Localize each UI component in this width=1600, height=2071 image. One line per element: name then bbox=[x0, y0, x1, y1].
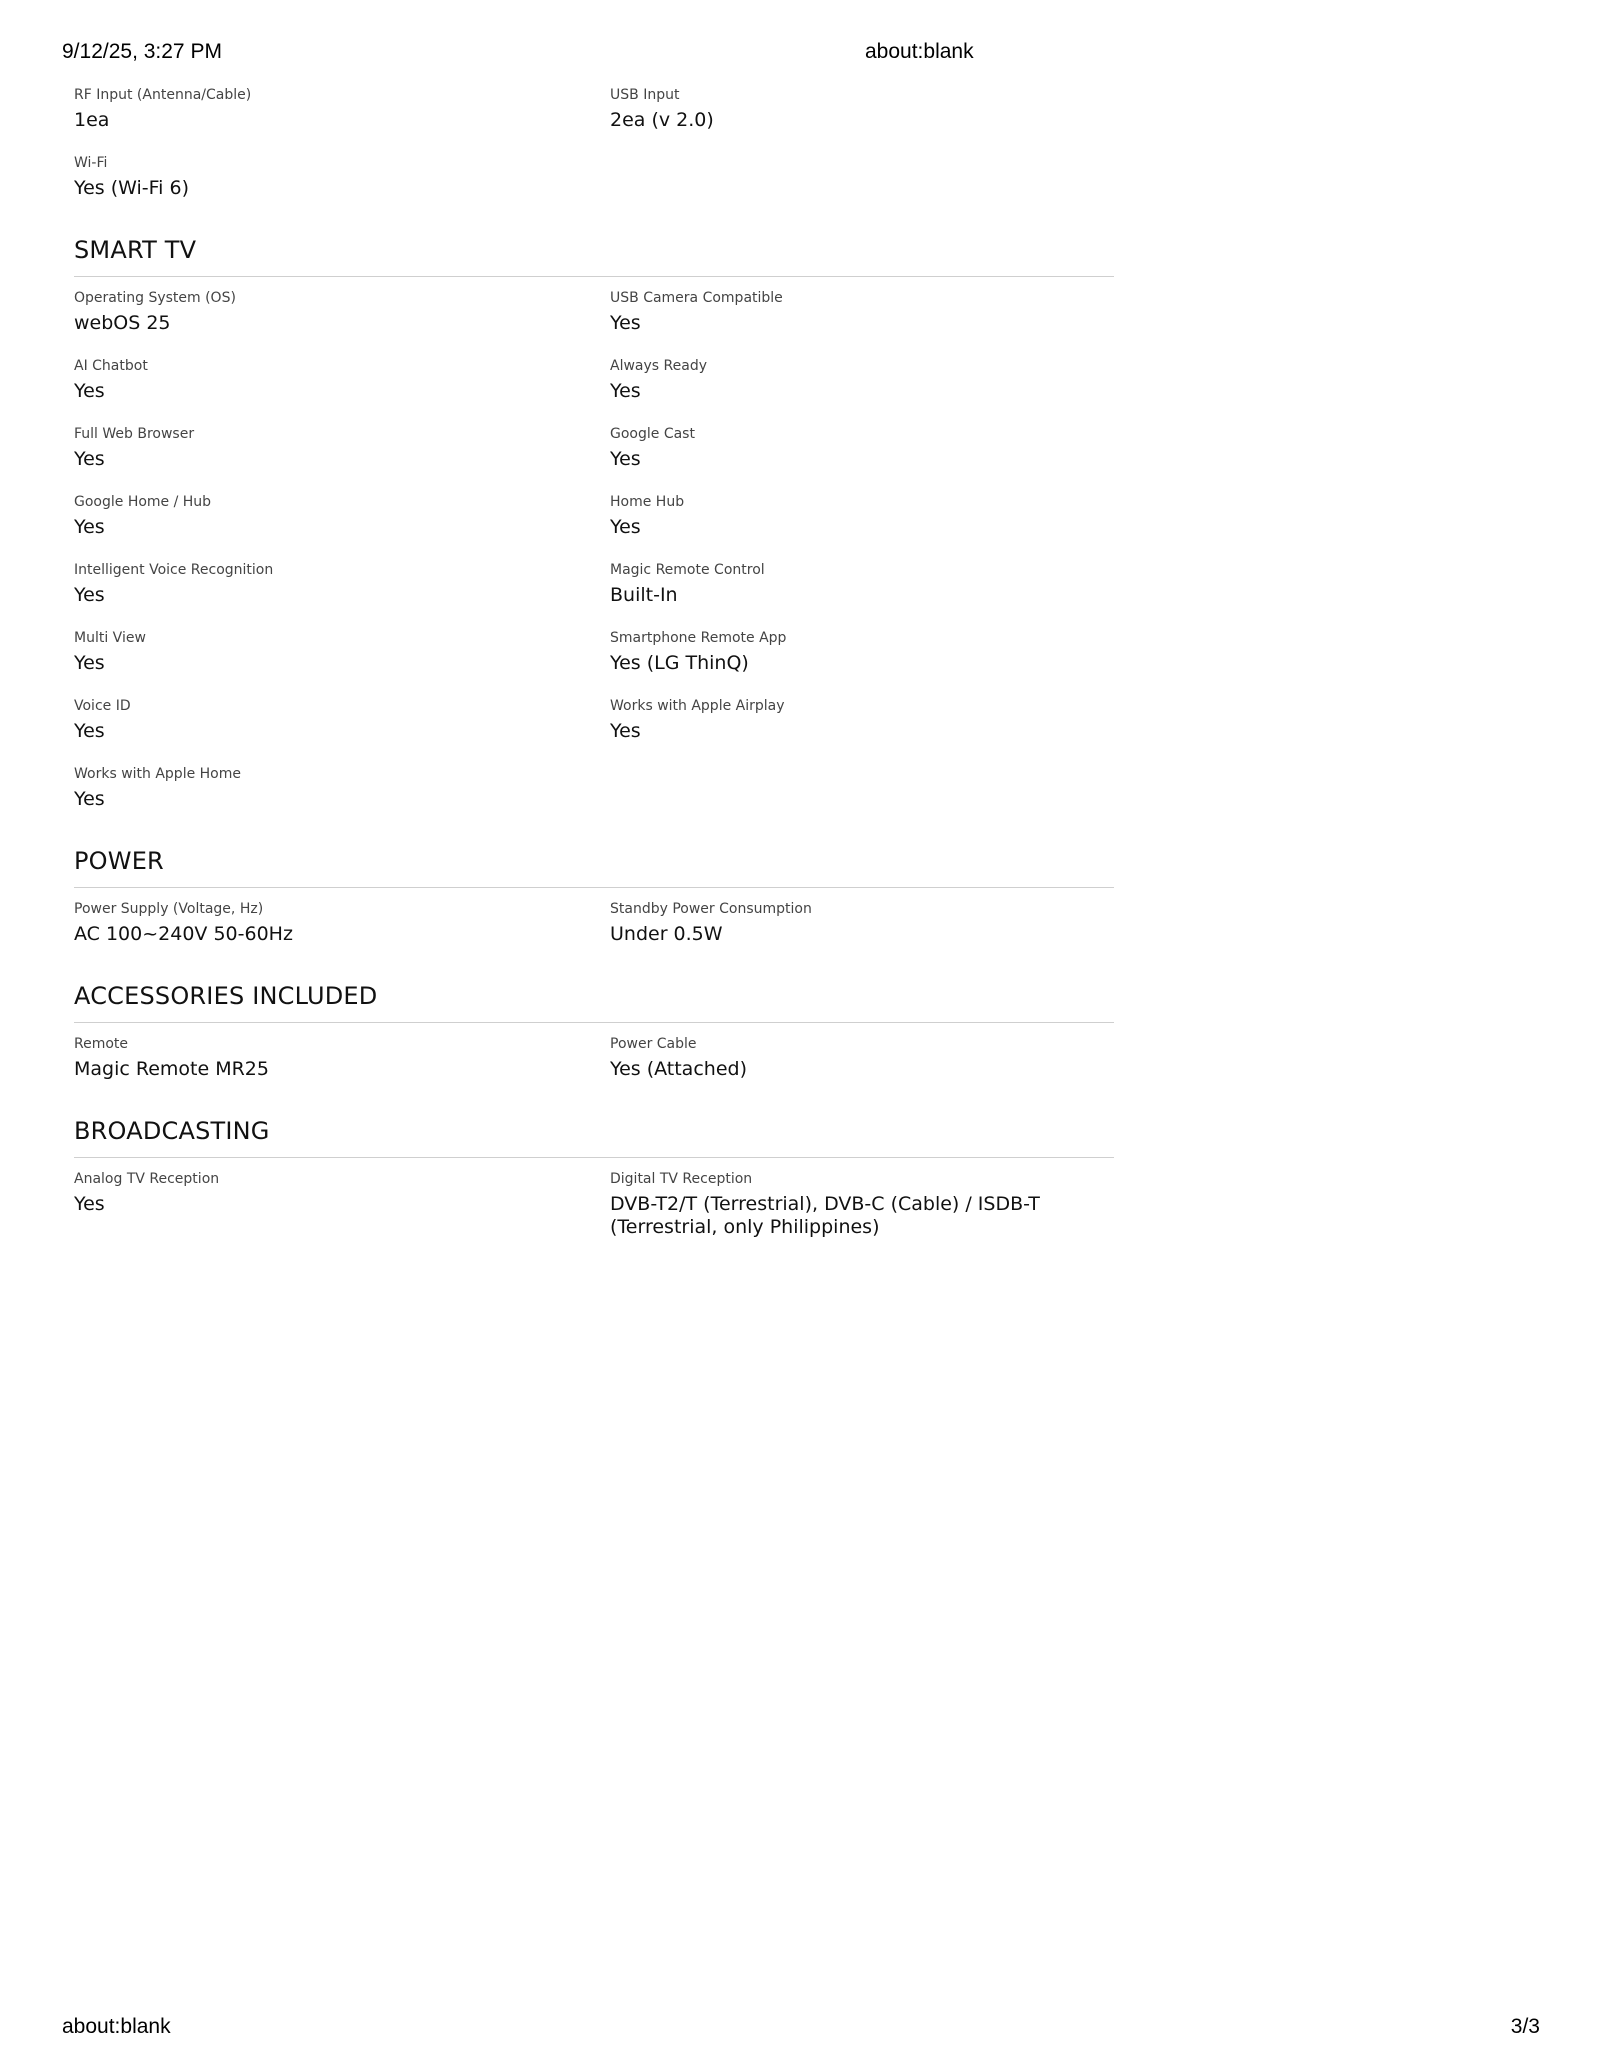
section-smart-tv bbox=[74, 220, 1114, 831]
spec-item bbox=[74, 355, 610, 423]
section-broadcasting bbox=[74, 1101, 1114, 1248]
spec-value: Yes bbox=[74, 448, 105, 470]
section-title: SMART TV bbox=[74, 220, 1114, 277]
spec-item bbox=[74, 559, 610, 627]
spec-value: DVB-T2/T (Terrestrial), DVB-C (Cable) / ISDB-T (Terrestrial, only Philippines) bbox=[610, 1193, 1040, 1238]
spec-item bbox=[610, 287, 1114, 355]
connectivity-spec-grid bbox=[74, 84, 1114, 220]
spec-label: Multi View bbox=[74, 630, 146, 646]
print-datetime: 9/12/25, 3:27 PM bbox=[62, 40, 222, 63]
spec-item bbox=[610, 491, 1114, 559]
spec-label: Full Web Browser bbox=[74, 426, 195, 442]
spec-item bbox=[610, 1033, 1114, 1101]
spec-grid bbox=[74, 898, 1114, 966]
spec-label: Intelligent Voice Recognition bbox=[74, 562, 274, 578]
section-title: POWER bbox=[74, 831, 1114, 888]
spec-label: Remote bbox=[74, 1036, 129, 1052]
spec-item bbox=[74, 84, 610, 152]
print-footer bbox=[62, 2015, 1540, 2045]
spec-value: 2ea (v 2.0) bbox=[610, 109, 714, 131]
spec-item bbox=[610, 898, 1114, 966]
spec-label: Google Home / Hub bbox=[74, 494, 212, 510]
spec-value: 1ea bbox=[74, 109, 110, 131]
spec-item bbox=[74, 763, 610, 831]
spec-value: Yes bbox=[610, 448, 641, 470]
spec-item bbox=[74, 898, 610, 966]
spec-item bbox=[74, 423, 610, 491]
spec-item bbox=[74, 152, 610, 220]
section-accessories-included bbox=[74, 966, 1114, 1101]
spec-label: Power Supply (Voltage, Hz) bbox=[74, 901, 264, 917]
spec-label: Operating System (OS) bbox=[74, 290, 236, 306]
spec-item bbox=[610, 559, 1114, 627]
spec-label: USB Input bbox=[610, 87, 680, 103]
spec-label: Digital TV Reception bbox=[610, 1171, 753, 1187]
spec-value: Under 0.5W bbox=[610, 923, 723, 945]
spec-value: Yes bbox=[610, 516, 641, 538]
spec-value: webOS 25 bbox=[74, 312, 171, 334]
spec-content bbox=[74, 84, 1114, 1248]
spec-item bbox=[74, 491, 610, 559]
spec-label: Works with Apple Airplay bbox=[610, 698, 785, 714]
spec-value: Built-In bbox=[610, 584, 678, 606]
spec-value: Magic Remote MR25 bbox=[74, 1058, 269, 1080]
spec-value: Yes bbox=[74, 584, 105, 606]
spec-label: AI Chatbot bbox=[74, 358, 148, 374]
spec-item bbox=[610, 423, 1114, 491]
print-url: about:blank bbox=[62, 2015, 171, 2038]
section-title: ACCESSORIES INCLUDED bbox=[74, 966, 1114, 1023]
spec-grid bbox=[74, 287, 1114, 831]
page-number: 3/3 bbox=[1510, 2015, 1540, 2038]
spec-grid bbox=[74, 1168, 1114, 1248]
spec-item bbox=[74, 695, 610, 763]
spec-label: Always Ready bbox=[610, 358, 707, 374]
spec-item bbox=[610, 695, 1114, 763]
spec-item bbox=[74, 287, 610, 355]
spec-item bbox=[610, 355, 1114, 423]
section-title: BROADCASTING bbox=[74, 1101, 1114, 1158]
spec-grid bbox=[74, 1033, 1114, 1101]
spec-item bbox=[610, 84, 1114, 152]
spec-value: Yes bbox=[74, 380, 105, 402]
spec-value: Yes bbox=[74, 788, 105, 810]
spec-item bbox=[74, 1168, 610, 1248]
spec-label: Standby Power Consumption bbox=[610, 901, 812, 917]
spec-value: Yes (LG ThinQ) bbox=[610, 652, 749, 674]
spec-value: Yes (Attached) bbox=[610, 1058, 747, 1080]
spec-label: Smartphone Remote App bbox=[610, 630, 787, 646]
spec-label: Home Hub bbox=[610, 494, 685, 510]
spec-value: Yes bbox=[610, 312, 641, 334]
spec-item bbox=[74, 1033, 610, 1101]
spec-value: Yes bbox=[74, 516, 105, 538]
print-header bbox=[62, 40, 1538, 70]
spec-value: Yes (Wi-Fi 6) bbox=[74, 177, 189, 199]
spec-value: Yes bbox=[74, 1193, 105, 1215]
section-power bbox=[74, 831, 1114, 966]
spec-value: Yes bbox=[74, 720, 105, 742]
spec-value: AC 100~240V 50-60Hz bbox=[74, 923, 293, 945]
spec-value: Yes bbox=[610, 720, 641, 742]
print-page-title: about:blank bbox=[865, 40, 974, 63]
spec-item bbox=[610, 1168, 1114, 1248]
spec-label: Power Cable bbox=[610, 1036, 697, 1052]
spec-label: Works with Apple Home bbox=[74, 766, 241, 782]
spec-label: Voice ID bbox=[74, 698, 131, 714]
spec-item bbox=[74, 627, 610, 695]
spec-item bbox=[610, 627, 1114, 695]
spec-label: Analog TV Reception bbox=[74, 1171, 220, 1187]
spec-label: RF Input (Antenna/Cable) bbox=[74, 87, 252, 103]
spec-label: Magic Remote Control bbox=[610, 562, 765, 578]
spec-value: Yes bbox=[74, 652, 105, 674]
spec-label: USB Camera Compatible bbox=[610, 290, 783, 306]
spec-label: Wi-Fi bbox=[74, 155, 108, 171]
spec-label: Google Cast bbox=[610, 426, 695, 442]
spec-value: Yes bbox=[610, 380, 641, 402]
